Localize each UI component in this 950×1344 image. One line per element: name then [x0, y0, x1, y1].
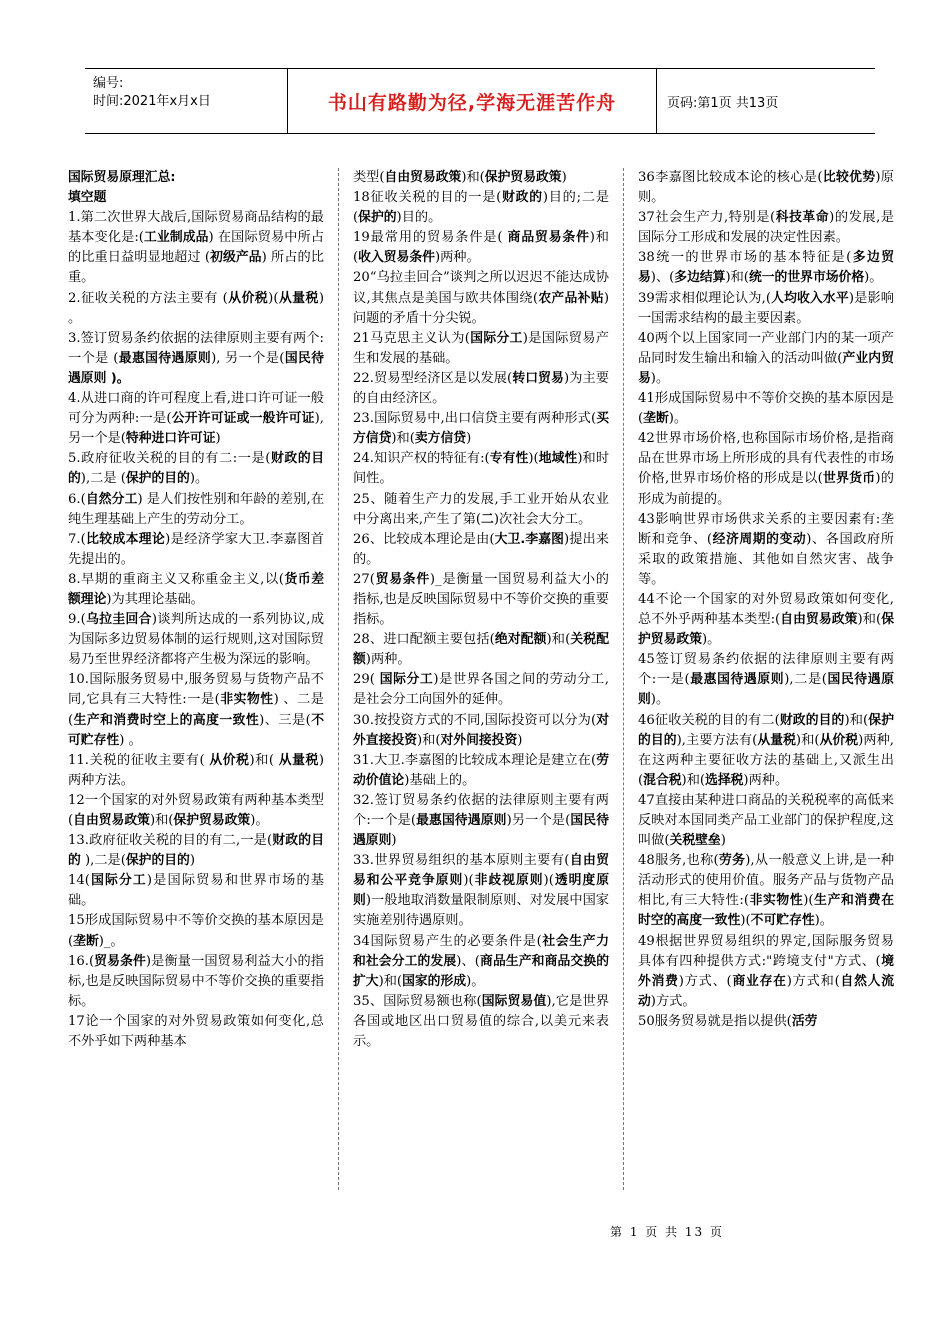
question-paragraph: [68, 831, 324, 871]
answer-text: 从价税: [819, 732, 859, 748]
answer-text: 非实物性: [749, 893, 804, 909]
question-text: )为主要的自由经济区。: [353, 370, 609, 407]
answer-text: 从量税: [757, 732, 796, 748]
question-paragraph: [68, 952, 324, 1012]
question-paragraph: [638, 248, 894, 288]
answer-text: 关税配额: [353, 632, 609, 668]
question-text: 31.大卫.李嘉图的比较成本理论是建立在(: [353, 752, 597, 768]
question-paragraph: [638, 711, 894, 791]
question-text: )。: [701, 632, 721, 648]
question-text: 34国际贸易产生的必要条件是(: [353, 933, 542, 949]
question-text: )(: [528, 451, 539, 467]
column-divider: [623, 168, 624, 1190]
answer-text: 经济周期的变动: [712, 531, 807, 547]
answer-text: 对外间接投资: [440, 732, 518, 748]
answer-text: 财政的: [501, 190, 543, 206]
question-text: 21马克思主义认为(: [353, 330, 470, 346]
question-text: 4.从进口商的许可程度上看,进口许可证一般可分为两种:一是(: [68, 391, 324, 427]
answer-text: 非歧视原则: [473, 873, 544, 889]
answer-text: 国家的形成: [402, 973, 467, 989]
page-footer: 第 1 页 共 13 页: [610, 1225, 724, 1239]
question-text: 18征收关税的目的一是(: [353, 190, 502, 206]
question-text: ) 。: [119, 732, 142, 748]
question-text: 48服务,也称(: [638, 853, 719, 869]
question-paragraph: [353, 228, 609, 268]
answer-text: 保护的目的: [638, 712, 894, 748]
answer-text: 自由贸易政策: [780, 612, 858, 628]
question-paragraph: [353, 670, 609, 710]
answer-text: 地域性: [538, 451, 578, 467]
question-text: ): [517, 732, 523, 748]
question-paragraph: [638, 289, 894, 329]
text-column-2: [353, 168, 609, 1190]
question-text: ),从一般意义上讲,是一种活动形式的使用价值。服务产品与货物产品相比,有三大特性:(: [638, 853, 894, 909]
question-text: 45签订贸易条约依据的法律原则主要有两个:一是(: [638, 652, 894, 688]
question-text: 16.(: [68, 953, 95, 969]
answer-text: 货币差额理论: [68, 571, 324, 607]
answer-text: 产业内贸易: [638, 350, 894, 386]
question-paragraph: [638, 208, 894, 248]
question-text: ) 。: [68, 290, 324, 326]
answer-text: 国际分工: [469, 330, 523, 346]
question-text: )(: [740, 913, 751, 929]
question-text: )是衡量一国贸易利益大小的指标,也是反映国际贸易中不等价交换的重要指标。: [68, 953, 324, 1009]
question-paragraph: [68, 791, 324, 831]
answer-text: 自然分工: [85, 491, 138, 507]
question-paragraph: [68, 490, 324, 530]
answer-text: 透明度原则: [353, 873, 609, 909]
question-paragraph: [353, 449, 609, 489]
answer-text: 国民待遇原则: [638, 672, 894, 708]
question-text: 27(: [353, 571, 375, 587]
question-text: )方式。: [650, 993, 696, 1009]
question-text: ) 是人们按性别和年龄的差别,在纯生理基础上产生的劳动分工。: [68, 491, 324, 527]
answer-text: 境外消费: [638, 953, 894, 989]
answer-text: 保护的目的: [125, 853, 190, 869]
answer-text: 劳动价值论: [353, 752, 609, 788]
answer-text: 收入贸易条件: [358, 250, 435, 266]
question-text: 13.政府征收关税的目的有二,一是(: [68, 833, 273, 849]
question-text: 23.国际贸易中,出口信贷主要有两种形式(: [353, 411, 597, 427]
question-paragraph: [353, 992, 609, 1052]
question-text: )方式、(: [678, 973, 732, 989]
answer-text: 对外直接投资: [353, 712, 609, 748]
question-text: 20“乌拉圭回合”谈判之所以迟迟不能达成协议,其焦点是美国与欧共体围绕(: [353, 270, 609, 306]
answer-text: 科技革命: [775, 210, 830, 226]
question-text: )是经济学家大卫.李嘉图首先提出的。: [68, 531, 324, 567]
question-paragraph: [638, 510, 894, 590]
answer-text: 贸易条件: [94, 953, 146, 969]
question-text: ): [466, 431, 472, 447]
answer-text: 社会生产力和社会分工的发展: [353, 933, 609, 969]
question-text: )和(: [681, 772, 706, 788]
answer-text: 自由贸易和公平竞争原则: [353, 853, 609, 889]
answer-text: 非实物性: [219, 692, 274, 708]
answer-text: 垄断: [643, 411, 669, 427]
answer-text: 生产和消费在时空的高度一致性: [638, 893, 894, 929]
question-text: )的形成为前提的。: [638, 471, 894, 507]
answer-text: 国民待遇原则: [353, 813, 609, 849]
answer-text: 财政的目的: [68, 451, 324, 487]
question-text: 42世界市场价格,也称国际市场价格,是指商品在世界市场上所形成的具有代表性的市场价格,世界市场价格的形成是以(: [638, 431, 894, 487]
question-text: )(: [268, 290, 279, 306]
answer-text: 比较优势: [822, 170, 876, 185]
text-column-3: [638, 168, 894, 1190]
question-text: 43影响世界市场供求关系的主要因素有:垄断和竞争、(: [638, 511, 894, 547]
question-text: 6.(: [68, 491, 86, 507]
question-paragraph: [638, 791, 894, 851]
question-text: )。: [189, 471, 209, 487]
question-text: ) 所占的比重。: [68, 250, 324, 286]
question-text: 47直接由某种进口商品的关税税率的高低来反映对本国同类产品工业部门的保护程度,这叫做(: [638, 792, 894, 849]
question-text: ): [391, 833, 397, 849]
answer-text: 生产和消费时空上的高度一致性: [73, 712, 260, 728]
header-meta: [85, 69, 287, 133]
question-text: 44不论一个国家的对外贸易政策如何变化,总不外乎两种基本类型:(: [638, 591, 894, 628]
question-text: 32.签订贸易条约依据的法律原则主要有两个:一个是(: [353, 792, 609, 828]
question-text: )是国际贸易和世界市场的基础。: [68, 873, 324, 909]
question-text: )_是衡量一国贸易利益大小的指标,也是反映国际贸易中不等价交换的重要指标。: [353, 571, 609, 628]
question-text: 49根据世界贸易组织的界定,国际服务贸易具体有四种提供方式:"跨境支付"方式、(: [638, 933, 894, 969]
question-text: )是影响一国需求结构的最主要因素。: [638, 290, 894, 326]
question-text: 35、国际贸易额也称(: [353, 993, 482, 1009]
question-paragraph: [68, 751, 324, 791]
question-text: )原则。: [638, 170, 894, 206]
text-column-1: [68, 168, 324, 1190]
answer-text: 买方信贷: [353, 411, 609, 447]
question-text: )。: [650, 692, 670, 708]
answer-text: 活劳: [791, 1013, 818, 1029]
question-text: 36李嘉图比较成本论的核心是(: [638, 170, 823, 185]
answer-text: 人均收入水平: [770, 290, 849, 306]
answer-text: 农产品补贴: [538, 290, 604, 306]
question-text: )两种。: [434, 250, 480, 266]
question-paragraph: [353, 329, 609, 369]
answer-text: 多边结算: [674, 270, 726, 286]
answer-text: 财政的目的: [779, 712, 845, 728]
question-text: )、各国政府所采取的政策措施、其他如自然灾害、战争等。: [638, 531, 894, 587]
question-paragraph: [638, 1012, 894, 1032]
time-label: 时间:2021年x月x日: [93, 94, 211, 109]
question-text: ): [189, 853, 195, 869]
question-text: 1.第二次世界大战后,国际贸易商品结构的最基本变化是:(: [68, 210, 324, 246]
answer-text: 商品生产和商品交换的扩大: [353, 953, 609, 989]
question-text: )、三是(: [259, 712, 311, 728]
answer-text: 国际分工: [379, 672, 434, 688]
question-text: )和(: [353, 230, 609, 266]
answer-text: 从价税: [209, 752, 250, 768]
question-text: 5.政府征收关税的目的有二:一是(: [68, 451, 271, 467]
answer-text: 国际分工: [89, 873, 147, 889]
question-text: )和(: [857, 612, 882, 628]
question-paragraph: [353, 570, 609, 630]
answer-text: 商业存在: [731, 973, 787, 989]
answer-text: 商品贸易条件: [507, 230, 590, 246]
question-text: )次社会大分工。: [493, 511, 592, 527]
question-paragraph: [68, 289, 324, 329]
question-paragraph: [68, 610, 324, 670]
question-text: 7.(: [68, 531, 86, 547]
question-text: 2.征收关税的方法主要有 (: [68, 290, 228, 306]
question-text: )(: [803, 893, 814, 909]
question-text: ),二是 (: [80, 471, 126, 487]
question-text: ),主要方法有(: [676, 732, 758, 748]
question-text: 14(: [68, 873, 90, 889]
answer-text: 垄断: [73, 933, 99, 949]
question-text: 28、进口配额主要包括(: [353, 632, 495, 648]
question-text: )。: [250, 813, 269, 828]
question-paragraph: [638, 429, 894, 509]
answer-text: 最惠国待遇原则: [118, 350, 212, 366]
question-text: 19最常用的贸易条件是(: [353, 230, 508, 246]
question-text: 37社会生产力,特别是(: [638, 210, 776, 226]
question-text: )两种。: [743, 772, 789, 788]
question-text: 22.贸易型经济区是以发展(: [353, 370, 513, 386]
answer-text: 自然人流动: [638, 973, 894, 1009]
question-text: )目的;二是(: [353, 190, 609, 226]
question-text: 15形成国际贸易中不等价交换的基本原因是(: [68, 913, 324, 949]
question-paragraph: [68, 188, 324, 208]
question-paragraph: [353, 369, 609, 409]
question-text: 33.世界贸易组织的基本原则主要有(: [353, 853, 570, 869]
question-paragraph: [68, 570, 324, 610]
answer-text: 从量税: [278, 752, 319, 768]
question-paragraph: [68, 911, 324, 951]
question-text: 11.关税的征收主要有(: [68, 752, 210, 768]
answer-text: 关税壁垒: [669, 833, 721, 849]
answer-text: 初级产品: [210, 250, 262, 266]
answer-text: 乌拉圭回合: [85, 612, 152, 628]
question-paragraph: [353, 851, 609, 931]
question-text: )和(: [461, 170, 485, 185]
question-text: )_。: [98, 933, 124, 949]
question-text: 26、比较成本理论是由(: [353, 531, 495, 547]
answer-text: 卖方信贷: [414, 431, 467, 447]
question-text: ) 、二是(: [68, 692, 324, 728]
answer-text: 自由贸易政策: [384, 170, 462, 185]
answer-text: 混合税: [643, 772, 682, 788]
answer-text: 劳务: [718, 853, 746, 869]
question-text: )。: [650, 370, 670, 386]
question-text: ) 在国际贸易中所占的比重日益明显地超过 (: [68, 230, 324, 266]
question-paragraph: [638, 389, 894, 429]
question-text: )、(: [650, 270, 675, 286]
question-text: )是国际贸易产生和发展的基础。: [353, 330, 609, 366]
question-paragraph: [638, 590, 894, 650]
question-text: )是世界各国之间的劳动分工,是社会分工向国外的延伸。: [353, 672, 609, 708]
answer-text: 最惠国待遇原则: [689, 672, 785, 688]
question-paragraph: [68, 329, 324, 389]
question-text: )和(: [795, 732, 820, 748]
number-label: 编号:: [93, 76, 124, 91]
header-motto: 书山有路勤为径,学海无涯苦作舟: [287, 69, 657, 133]
answer-text: 从量税: [278, 290, 319, 306]
answer-text: 转口贸易: [512, 370, 564, 386]
question-text: 38统一的世界市场的基本特征是(: [638, 250, 852, 266]
question-paragraph: [68, 389, 324, 449]
answer-text: 二: [481, 511, 494, 527]
answer-text: 保护贸易政策: [484, 170, 562, 185]
column-divider: [338, 168, 339, 1190]
question-text: )和(: [149, 813, 174, 828]
question-text: )另一个是(: [506, 813, 571, 828]
question-paragraph: [638, 329, 894, 389]
question-text: ),二是(: [80, 853, 126, 869]
question-text: )问题的矛盾十分尖锐。: [353, 290, 609, 326]
question-paragraph: [68, 168, 324, 188]
question-paragraph: [353, 530, 609, 570]
question-text: )两种方法。: [68, 752, 324, 788]
question-paragraph: [638, 851, 894, 931]
question-text: ): [720, 833, 726, 849]
question-text: 46征收关税的目的有二(: [638, 712, 780, 728]
question-text: 39需求相似理论认为,(: [638, 290, 771, 306]
question-text: 40两个以上国家同一产业部门内的某一项产品同时发生输出和输入的活动叫做(: [638, 330, 894, 366]
question-paragraph: [353, 711, 609, 751]
question-text: )。: [814, 913, 833, 929]
question-text: )和(: [844, 712, 869, 728]
question-text: )和(: [725, 270, 749, 286]
answer-text: 保护贸易政策: [638, 612, 894, 648]
answer-text: 最惠国待遇原则: [415, 813, 507, 828]
question-text: ),二是(: [784, 672, 827, 688]
answer-text: 专有性: [489, 451, 529, 467]
question-text: 50服务贸易就是指以提供(: [638, 1013, 792, 1029]
answer-text: 特种进口许可证: [125, 431, 216, 447]
question-paragraph: [353, 630, 609, 670]
answer-text: 统一的世界市场价格: [748, 270, 865, 286]
answer-text: 国际贸易值: [481, 993, 547, 1009]
question-text: )和(: [546, 632, 571, 648]
answer-text: 不可贮存性: [750, 913, 815, 929]
question-text: ), 另一个是(: [211, 350, 285, 366]
question-text: )和(: [391, 431, 415, 447]
question-text: ): [215, 431, 221, 447]
question-text: )为其理论基础。: [106, 591, 204, 607]
question-text: 9.(: [68, 612, 86, 628]
question-text: )(: [543, 873, 554, 889]
question-text: 41形成国际贸易中不等价交换的基本原因是(: [638, 391, 894, 427]
question-paragraph: [68, 530, 324, 570]
question-text: )和(: [249, 752, 279, 768]
answer-text: 工业制成品: [143, 230, 209, 246]
question-text: 30.按投资方式的不同,国际投资可以分为(: [353, 712, 597, 728]
question-paragraph: [353, 932, 609, 992]
question-text: )和时间性。: [353, 451, 609, 487]
question-text: )两种。: [365, 652, 411, 668]
question-paragraph: [353, 268, 609, 328]
question-text: )基础上的。: [404, 772, 476, 788]
question-text: 24.知识产权的特征有:(: [353, 451, 490, 467]
question-paragraph: [353, 791, 609, 851]
question-text: ),另一个是(: [68, 411, 324, 447]
question-text: ),它是世界各国或地区出口贸易值的综合,以美元来表示。: [353, 993, 609, 1050]
answer-text: 公开许可证或一般许可证: [171, 411, 315, 427]
answer-text: 从价税: [227, 290, 269, 306]
answer-text: 自由贸易政策: [73, 813, 150, 828]
question-text: )(: [463, 873, 474, 889]
question-paragraph: [638, 932, 894, 1012]
question-text: )两种,在这两种主要征收方法的基础上,又派生出(: [638, 732, 894, 788]
content-columns: [68, 168, 894, 1190]
question-text: )方式和(: [786, 973, 840, 989]
answer-text: 国际贸易原理汇总:: [68, 170, 176, 185]
question-paragraph: [353, 168, 609, 188]
question-paragraph: [638, 650, 894, 710]
question-text: ): [561, 170, 567, 185]
question-text: 29(: [353, 672, 380, 688]
question-paragraph: [353, 409, 609, 449]
question-text: )。: [466, 973, 485, 989]
question-text: 25、随着生产力的发展,手工业开始从农业中分离出来,产生了第(: [353, 491, 609, 527]
question-text: )。: [864, 270, 883, 286]
question-paragraph: [68, 871, 324, 911]
answer-text: 绝对配额: [494, 632, 547, 648]
question-paragraph: [68, 208, 324, 288]
answer-text: 选择税: [705, 772, 744, 788]
question-text: )目的。: [396, 210, 442, 226]
answer-text: 财政的目的: [68, 833, 324, 869]
question-text: 8.早期的重商主义又称重金主义,以(: [68, 571, 284, 587]
question-text: )和(: [378, 973, 403, 989]
answer-text: 不可贮存性: [68, 712, 324, 748]
answer-text: 填空题: [68, 190, 107, 206]
question-text: 12一个国家的对外贸易政策有两种基本类型(: [68, 792, 324, 828]
header-page-info: 页码:第1页 共13页: [667, 95, 779, 111]
answer-text: 保护的目的: [125, 471, 190, 487]
answer-text: 大卫.李嘉图: [494, 531, 564, 547]
answer-text: 保护贸易政策: [173, 813, 251, 828]
question-paragraph: [353, 490, 609, 530]
question-paragraph: [68, 1012, 324, 1052]
answer-text: 贸易条件: [374, 571, 430, 587]
question-text: 10.国际服务贸易中,服务贸易与货物产品不同,它具有三大特性:一是(: [68, 672, 324, 708]
answer-text: 国民待遇原则 )。: [68, 350, 324, 386]
question-text: )的发展,是国际分工形成和发展的决定性因素。: [638, 210, 894, 246]
question-text: )、(: [456, 953, 480, 969]
question-text: 类型(: [353, 170, 385, 185]
question-paragraph: [353, 188, 609, 228]
page-header: [85, 68, 875, 134]
question-paragraph: [68, 449, 324, 489]
question-text: )谈判所达成的一系列协议,成为国际多边贸易体制的运行规则,这对国际贸易乃至世界经济都将产生极为深远的影响。: [68, 612, 324, 668]
question-text: 3.签订贸易条约依据的法律原则主要有两个:一个是 (: [68, 330, 324, 366]
answer-text: 保护的: [358, 210, 397, 226]
question-text: )和(: [416, 732, 441, 748]
answer-text: 比较成本理论: [85, 531, 166, 547]
question-text: )。: [668, 411, 688, 427]
question-paragraph: [353, 751, 609, 791]
question-text: 17论一个国家的对外贸易政策如何变化,总不外乎如下两种基本: [68, 1013, 324, 1050]
answer-text: 世界货币: [822, 471, 876, 487]
question-paragraph: [68, 670, 324, 750]
question-text: )提出来的。: [353, 531, 609, 567]
answer-text: 多边贸易: [638, 250, 894, 286]
question-text: )一般地取消数量限制原则、对发展中国家实施差别待遇原则。: [353, 893, 609, 929]
question-paragraph: [638, 168, 894, 208]
